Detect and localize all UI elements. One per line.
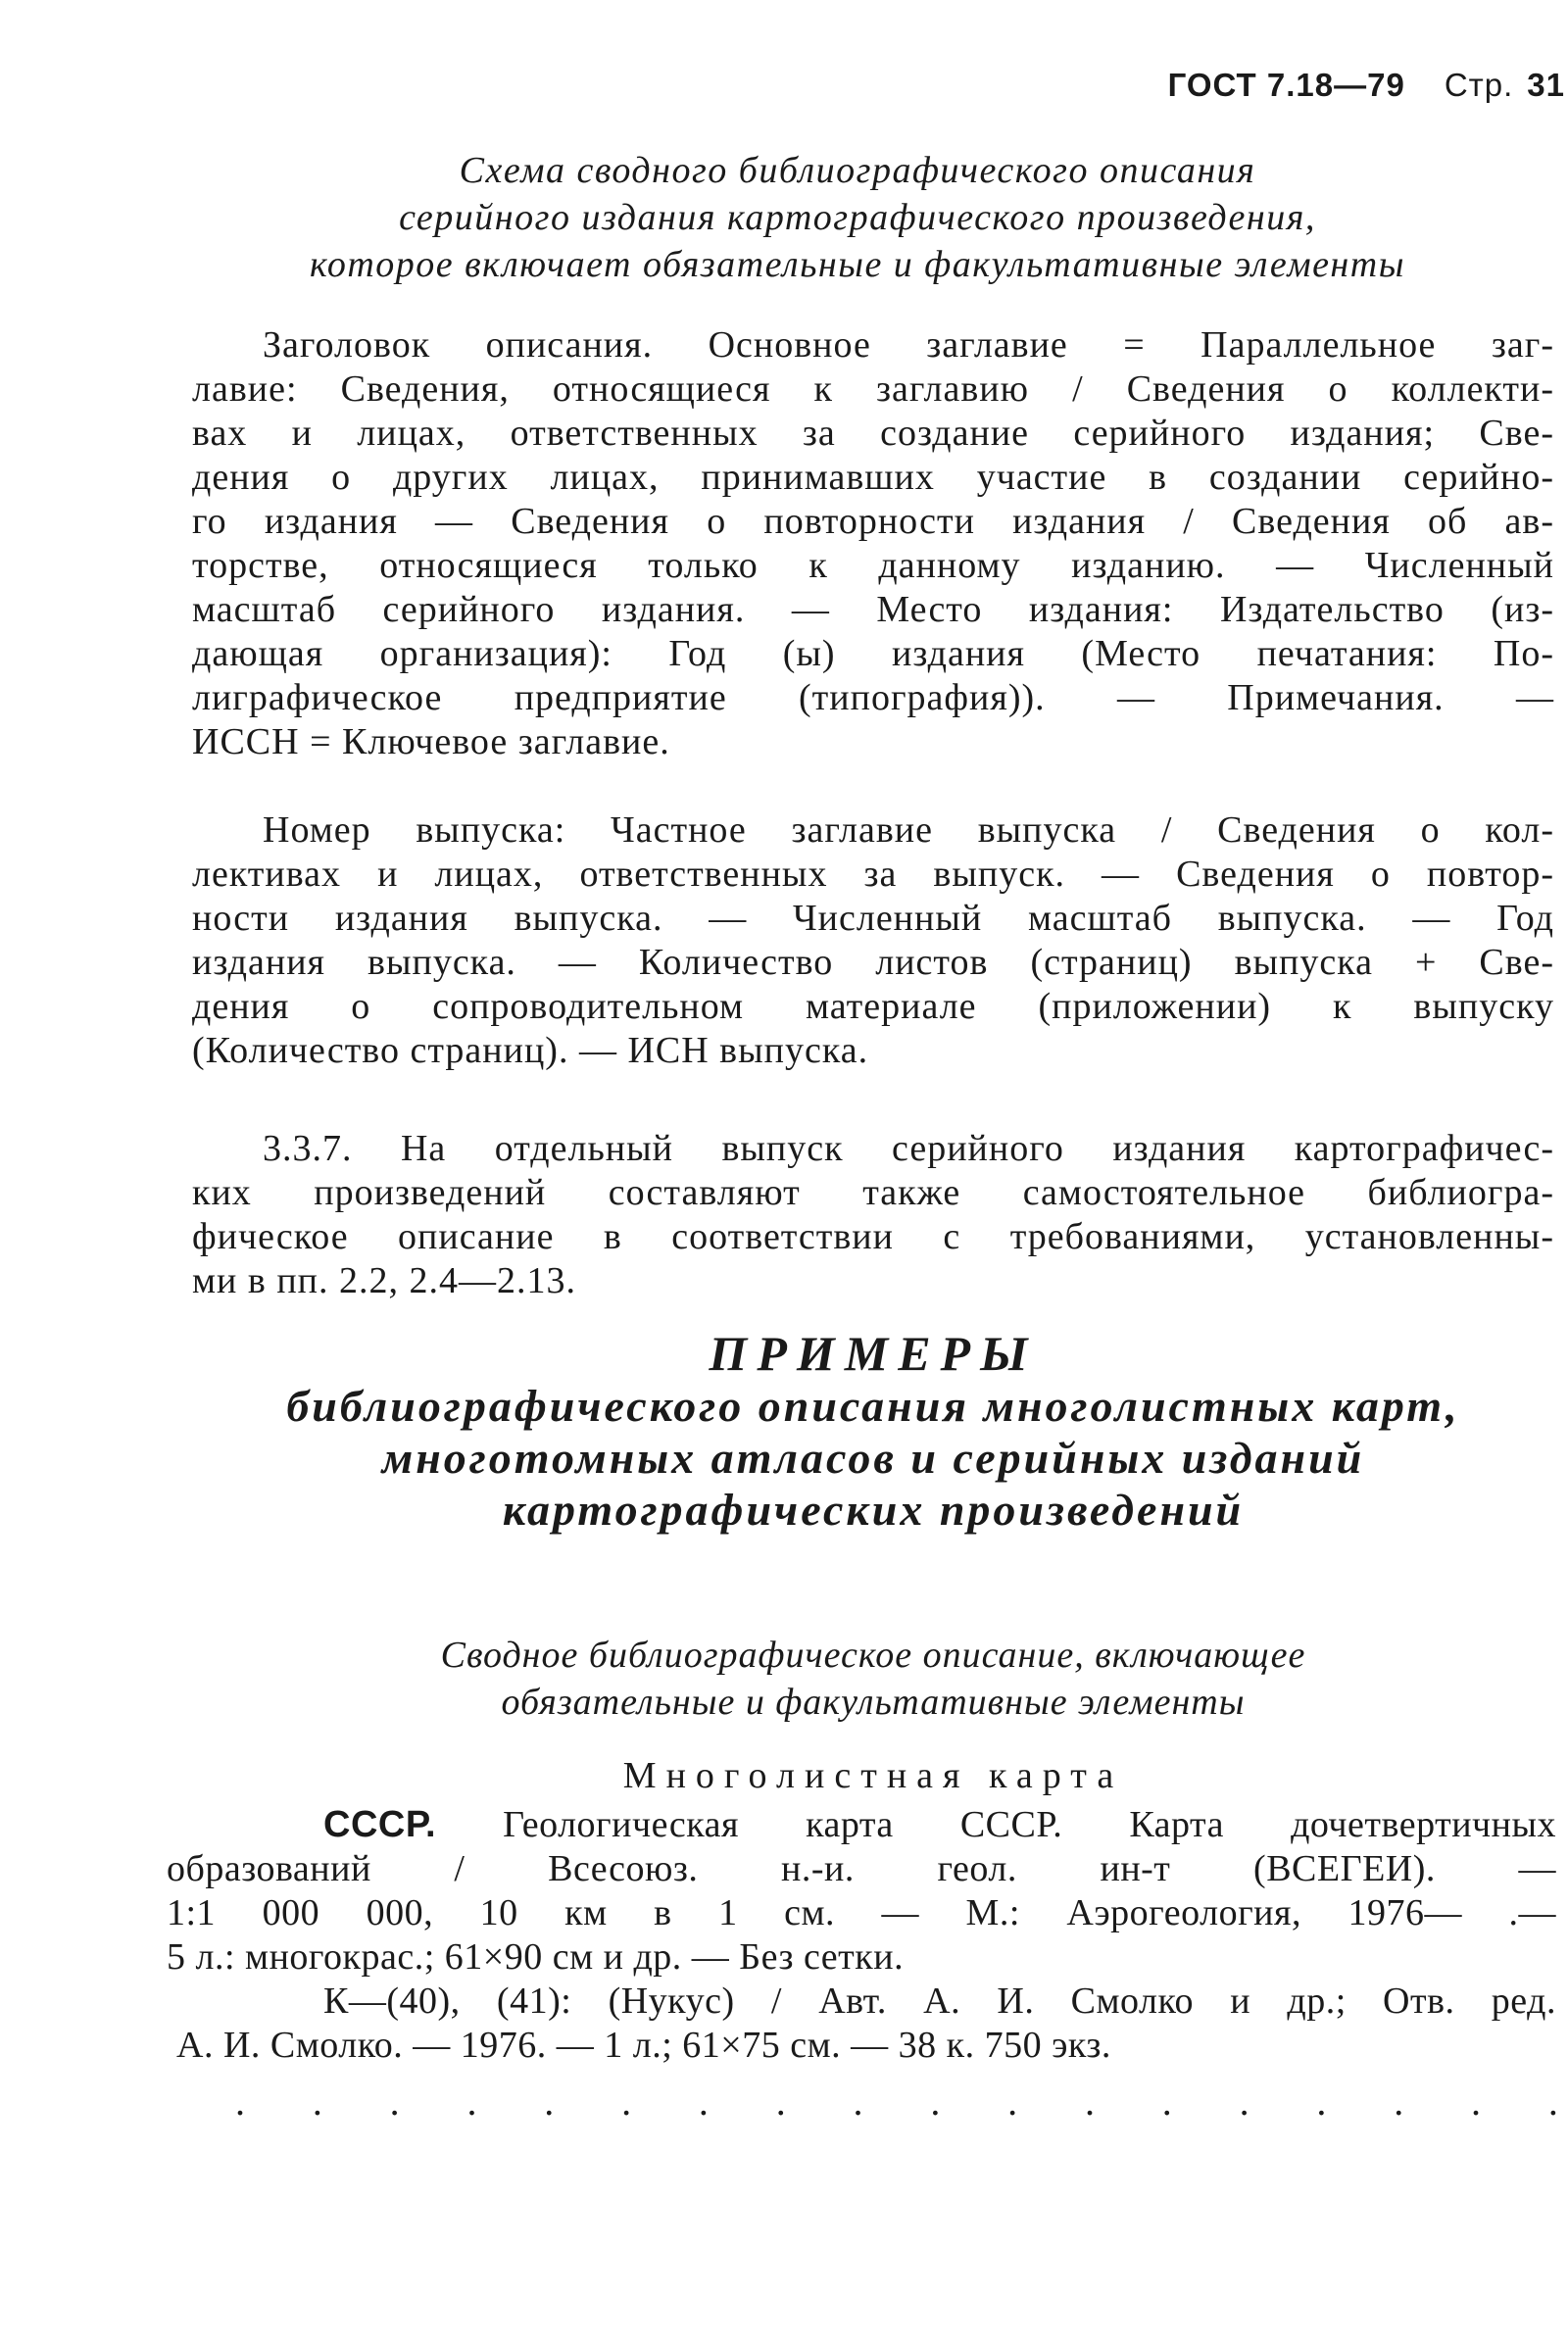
- text-line: образований / Всесоюз. н.-и. геол. ин-т (ВСЕГЕИ). —: [167, 1848, 1556, 1889]
- text-line: [167, 1803, 1556, 1847]
- text-line: дающая организация): Год (ы) издания (Место печатания: По-: [192, 633, 1554, 674]
- dot: .: [1084, 2079, 1095, 2124]
- scheme-title: [176, 147, 1539, 288]
- text-line: Заголовок описания. Основное заглавие = Параллельное заг-: [263, 324, 1554, 366]
- dot: .: [389, 2079, 400, 2124]
- text-line: 3.3.7. На отдельный выпуск серийного издания картографичес-: [263, 1128, 1554, 1169]
- scheme-title-line: Схема сводного библиографического описания: [459, 150, 1256, 191]
- dot: .: [1316, 2079, 1327, 2124]
- text-line: вах и лицах, ответственных за создание серийного издания; Све-: [192, 413, 1554, 454]
- text-line: го издания — Сведения о повторности издания / Сведения об ав-: [192, 501, 1554, 542]
- examples-title-line: многотомных атласов и серийных изданий: [381, 1433, 1365, 1483]
- text-line: А. И. Смолко. — 1976. — 1 л.; 61×75 см. — 38 к. 750 экз.: [176, 2025, 1111, 2066]
- text-line: (Количество страниц). — ИСН выпуска.: [192, 1030, 869, 1071]
- dot-leader: [235, 2079, 1558, 2124]
- text-line: ких произведений составляют также самостоятельное библиогра-: [192, 1172, 1554, 1213]
- text-line: дения о других лицах, принимавших участие в создании серийно-: [192, 457, 1554, 498]
- clause-3-3-7: [192, 1127, 1554, 1303]
- text-line: 5 л.: многокрас.; 61×90 см и др. — Без сетки.: [167, 1936, 905, 1978]
- examples-heading: ПРИМЕРЫ: [709, 1326, 1038, 1381]
- dot: .: [1161, 2079, 1172, 2124]
- text-line: ности издания выпуска. — Численный масштаб выпуска. — Год: [192, 898, 1554, 939]
- text-line: фическое описание в соответствии с требованиями, установленны-: [192, 1216, 1554, 1257]
- summary-title-line: обязательные и факультативные элементы: [501, 1682, 1246, 1723]
- dot: .: [1007, 2079, 1018, 2124]
- standard-number: ГОСТ 7.18—79: [1167, 67, 1405, 103]
- examples-title: [192, 1328, 1554, 1536]
- dot: .: [466, 2079, 477, 2124]
- text-line: издания выпуска. — Количество листов (страниц) выпуска + Све-: [192, 942, 1554, 983]
- map-type-heading: Многолистная карта: [622, 1755, 1124, 1796]
- examples-title-line: библиографического описания многолистных карт,: [286, 1381, 1460, 1431]
- dot: .: [1394, 2079, 1404, 2124]
- entry-heading: СССР.: [323, 1804, 437, 1845]
- text-line: К—(40), (41): (Нукус) / Авт. А. И. Смолко и др.; Отв. ред.: [323, 1980, 1556, 2022]
- scheme-paragraph-1: [192, 323, 1554, 764]
- dot: .: [544, 2079, 555, 2124]
- scheme-title-line: которое включает обязательные и факультативные элементы: [310, 244, 1405, 285]
- dot: .: [1547, 2079, 1558, 2124]
- dot: .: [621, 2079, 632, 2124]
- entry-text: Геологическая карта СССР. Карта дочетвертичных: [503, 1804, 1557, 1845]
- text-line: лавие: Сведения, относящиеся к заглавию / Сведения о коллекти-: [192, 368, 1554, 410]
- text-line: ИССН = Ключевое заглавие.: [192, 721, 670, 762]
- dot: .: [312, 2079, 322, 2124]
- dot: .: [930, 2079, 941, 2124]
- text-line: лиграфическое предприятие (типография)). — Примечания. —: [192, 677, 1554, 718]
- dot: .: [1239, 2079, 1250, 2124]
- dot: .: [775, 2079, 786, 2124]
- dot: .: [698, 2079, 709, 2124]
- scheme-paragraph-2: [192, 808, 1554, 1073]
- dot: .: [853, 2079, 863, 2124]
- examples-title-line: картографических произведений: [502, 1485, 1245, 1535]
- page-header: [1168, 67, 1565, 104]
- text-line: торстве, относящиеся только к данному изданию. — Численный: [192, 545, 1554, 586]
- summary-title: [192, 1632, 1554, 1726]
- page-label: Стр.: [1444, 67, 1514, 103]
- dot: .: [1471, 2079, 1481, 2124]
- text-line: дения о сопроводительном материале (приложении) к выпуску: [192, 986, 1554, 1027]
- summary-title-line: Сводное библиографическое описание, включающее: [440, 1635, 1306, 1676]
- text-line: масштаб серийного издания. — Место издания: Издательство (из-: [192, 589, 1554, 630]
- text-line: лективах и лицах, ответственных за выпуск. — Сведения о повтор-: [192, 854, 1554, 895]
- bibliographic-entry: [167, 1803, 1556, 2068]
- text-line: ми в пп. 2.2, 2.4—2.13.: [192, 1260, 576, 1301]
- scheme-title-line: серийного издания картографического произведения,: [399, 197, 1316, 238]
- dot: .: [235, 2079, 245, 2124]
- text-line: Номер выпуска: Частное заглавие выпуска / Сведения о кол-: [263, 809, 1554, 851]
- text-line: 1:1 000 000, 10 км в 1 см. — М.: Аэрогеология, 1976— .—: [167, 1892, 1556, 1933]
- page-number: 31: [1527, 67, 1565, 103]
